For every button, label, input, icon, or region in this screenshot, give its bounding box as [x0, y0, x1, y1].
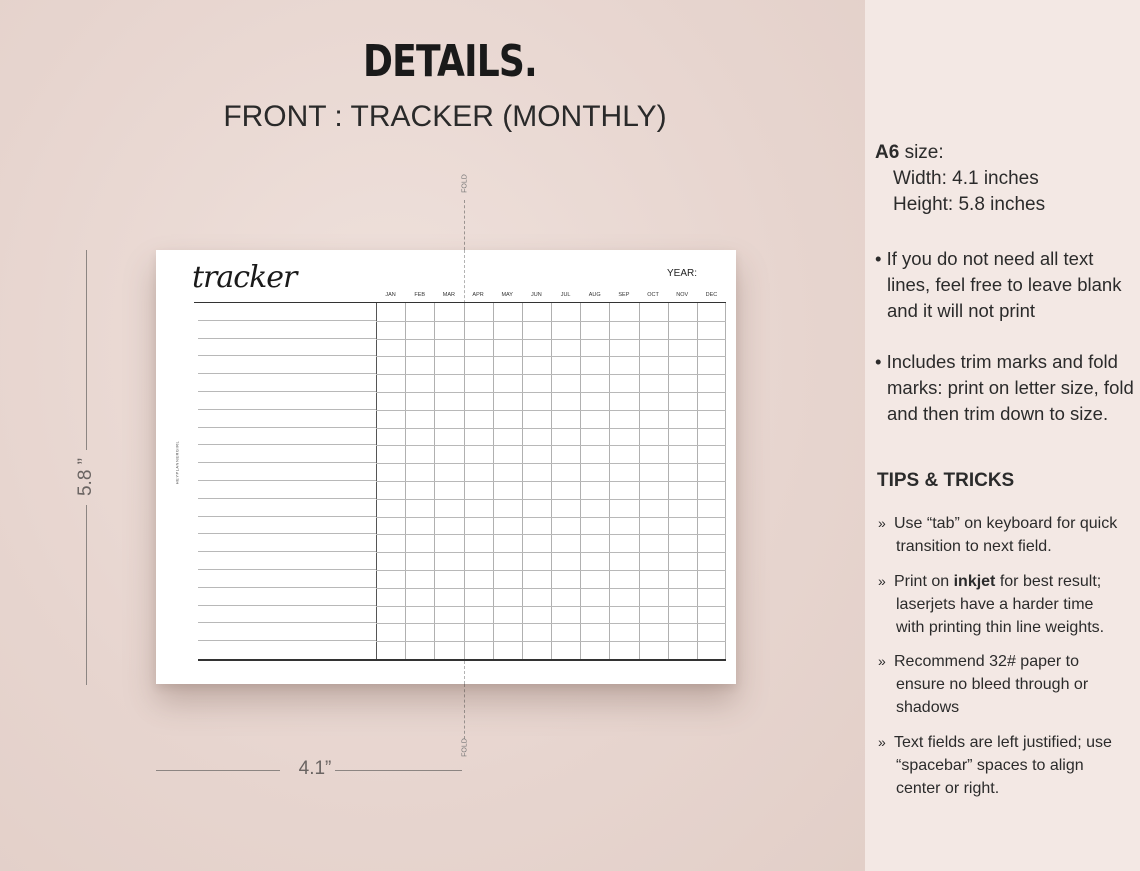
habit-name-line — [198, 480, 376, 481]
month-label: MAR — [442, 292, 456, 298]
habit-name-line — [198, 622, 376, 623]
month-label: OCT — [647, 292, 659, 298]
width-dimension-label: 4.1” — [298, 758, 332, 779]
month-label: MAY — [501, 292, 513, 298]
grid-row-line — [376, 552, 726, 553]
habit-name-line — [198, 533, 376, 534]
month-label: JAN — [385, 292, 396, 298]
habit-name-line — [198, 373, 376, 374]
footer-rule — [198, 659, 726, 661]
grid-row-line — [376, 534, 726, 535]
month-label: SEP — [618, 292, 630, 298]
height-dimension-line-bottom — [86, 505, 87, 685]
month-label: FEB — [414, 292, 426, 298]
page-title: DETAILS. — [363, 36, 537, 87]
grid-row-line — [376, 356, 726, 357]
grid-row-line — [376, 570, 726, 571]
grid-row-line — [376, 641, 726, 642]
bullet-blank-lines: • If you do not need all text lines, feel free to leave blank and it will not print — [875, 248, 1122, 321]
month-label: JUN — [531, 292, 542, 298]
grid-row-line — [376, 428, 726, 429]
habit-name-line — [198, 605, 376, 606]
habit-name-line — [198, 391, 376, 392]
fold-mark-top — [464, 200, 465, 250]
grid-row-line — [376, 481, 726, 482]
page-subtitle: FRONT : TRACKER (MONTHLY) — [223, 100, 667, 133]
size-width: Width: 4.1 inches — [893, 168, 1039, 189]
habit-name-line — [198, 551, 376, 552]
chevron-right-icon: » — [878, 653, 886, 669]
width-dimension-line-right — [335, 770, 462, 771]
bullet-trim-marks: • Includes trim marks and fold marks: print on letter size, fold and then trim down to size. — [875, 351, 1134, 424]
grid-row-line — [376, 606, 726, 607]
size-line: A6 size: — [875, 142, 944, 163]
tip-text-fields: » Text fields are left justified; use “spacebar” spaces to align center or right. — [878, 731, 1112, 800]
chevron-right-icon: » — [878, 515, 886, 531]
grid-row-line — [376, 339, 726, 340]
habit-name-line — [198, 516, 376, 517]
grid-row-line — [376, 392, 726, 393]
tip-paper-weight: » Recommend 32# paper to ensure no bleed through or shadows — [878, 650, 1088, 719]
grid-row-line — [376, 463, 726, 464]
habit-name-line — [198, 498, 376, 499]
habit-name-line — [198, 462, 376, 463]
habit-name-line — [198, 587, 376, 588]
grid-row-line — [376, 623, 726, 624]
habit-name-line — [198, 427, 376, 428]
habit-name-line — [198, 320, 376, 321]
height-dimension-label: 5.8 ” — [75, 457, 96, 497]
habit-name-line — [198, 409, 376, 410]
habit-name-line — [198, 355, 376, 356]
grid-row-line — [376, 321, 726, 322]
tip-inkjet: » Print on inkjet for best result; laserjets have a harder time with printing thin line weights. — [878, 570, 1104, 639]
fold-label-bottom: FOLD — [461, 738, 469, 757]
month-label: DEC — [705, 292, 718, 298]
month-label: AUG — [588, 292, 601, 298]
habit-name-line — [198, 569, 376, 570]
grid-row-line — [376, 374, 726, 375]
tracker-script-title: tracker — [192, 260, 297, 295]
month-label: JUL — [560, 292, 571, 298]
brand-vertical-text: HEYPLANNERGIRL — [174, 440, 180, 485]
chevron-right-icon: » — [878, 573, 886, 589]
habit-name-line — [198, 338, 376, 339]
tip-tab-key: » Use “tab” on keyboard for quick transition to next field. — [878, 512, 1117, 558]
grid-row-line — [376, 588, 726, 589]
fold-label-top: FOLD — [461, 174, 469, 193]
monthly-grid — [376, 303, 726, 659]
habit-name-lines — [198, 302, 376, 660]
habit-name-line — [198, 444, 376, 445]
grid-row-line — [376, 445, 726, 446]
grid-row-line — [376, 410, 726, 411]
width-dimension-line-left — [156, 770, 280, 771]
tips-heading: TIPS & TRICKS — [877, 470, 1015, 491]
month-label: NOV — [676, 292, 689, 298]
size-height: Height: 5.8 inches — [893, 194, 1046, 215]
month-label: APR — [472, 292, 484, 298]
chevron-right-icon: » — [878, 734, 886, 750]
fold-mark-bottom — [464, 684, 465, 739]
grid-row-line — [376, 517, 726, 518]
tracker-sheet — [156, 250, 736, 684]
size-info — [875, 140, 1045, 218]
month-header-row — [376, 292, 726, 302]
grid-row-line — [376, 499, 726, 500]
habit-name-line — [198, 640, 376, 641]
height-dimension-line-top — [86, 250, 87, 450]
year-label: YEAR: — [667, 268, 698, 279]
